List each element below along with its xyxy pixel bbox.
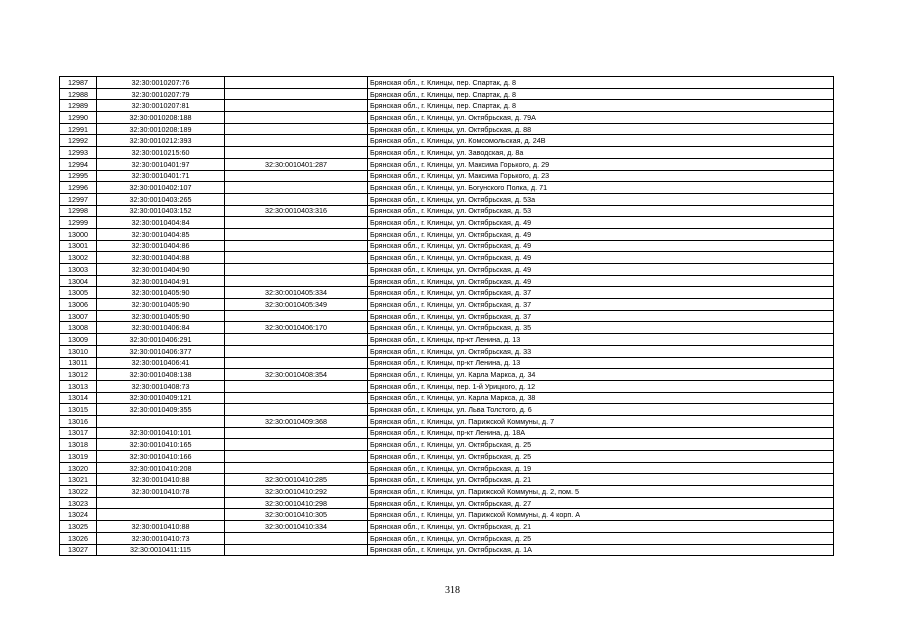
parent-cadastral-cell: 32:30:0010409:368: [225, 415, 368, 427]
table-row: [60, 88, 834, 100]
address-cell: Брянская обл., г. Клинцы, ул. Октябрьская, д. 37: [368, 310, 834, 322]
parent-cadastral-cell: [225, 252, 368, 264]
parent-cadastral-cell: [225, 112, 368, 124]
cadastral-number-cell: 32:30:0010409:355: [97, 404, 225, 416]
parent-cadastral-cell: [225, 427, 368, 439]
table-row: [60, 544, 834, 556]
parent-cadastral-cell: [225, 217, 368, 229]
table-row: [60, 264, 834, 276]
cadastral-number-cell: 32:30:0010406:84: [97, 322, 225, 334]
cadastral-number-cell: 32:30:0010410:88: [97, 521, 225, 533]
cadastral-number-cell: 32:30:0010208:189: [97, 123, 225, 135]
table-body: [60, 77, 834, 556]
cadastral-number-cell: [97, 509, 225, 521]
table-row: [60, 474, 834, 486]
parent-cadastral-cell: [225, 404, 368, 416]
parent-cadastral-cell: [225, 439, 368, 451]
table-row: [60, 135, 834, 147]
row-number-cell: 12993: [60, 147, 97, 159]
row-number-cell: 13019: [60, 451, 97, 463]
address-cell: Брянская обл., г. Клинцы, ул. Максима Горького, д. 29: [368, 158, 834, 170]
address-cell: Брянская обл., г. Клинцы, ул. Октябрьская, д. 19: [368, 462, 834, 474]
parent-cadastral-cell: 32:30:0010408:354: [225, 369, 368, 381]
row-number-cell: 13014: [60, 392, 97, 404]
table-row: [60, 439, 834, 451]
row-number-cell: 12992: [60, 135, 97, 147]
cadastral-number-cell: 32:30:0010405:90: [97, 287, 225, 299]
cadastral-number-cell: 32:30:0010402:107: [97, 182, 225, 194]
table-row: [60, 357, 834, 369]
row-number-cell: 12998: [60, 205, 97, 217]
address-cell: Брянская обл., г. Клинцы, ул. Льва Толстого, д. 6: [368, 404, 834, 416]
row-number-cell: 13001: [60, 240, 97, 252]
address-cell: Брянская обл., г. Клинцы, ул. Карла Маркса, д. 34: [368, 369, 834, 381]
table-row: [60, 217, 834, 229]
row-number-cell: 12990: [60, 112, 97, 124]
address-cell: Брянская обл., г. Клинцы, ул. Богунского Полка, д. 71: [368, 182, 834, 194]
row-number-cell: 13016: [60, 415, 97, 427]
address-cell: Брянская обл., г. Клинцы, ул. Октябрьская, д. 49: [368, 275, 834, 287]
row-number-cell: 13024: [60, 509, 97, 521]
table-row: [60, 205, 834, 217]
address-cell: Брянская обл., г. Клинцы, ул. Октябрьская, д. 25: [368, 532, 834, 544]
cadastral-number-cell: 32:30:0010207:79: [97, 88, 225, 100]
parent-cadastral-cell: 32:30:0010405:334: [225, 287, 368, 299]
cadastral-number-cell: [97, 497, 225, 509]
table-row: [60, 228, 834, 240]
address-cell: Брянская обл., г. Клинцы, ул. Октябрьская, д. 49: [368, 264, 834, 276]
row-number-cell: 13015: [60, 404, 97, 416]
cadastral-number-cell: 32:30:0010408:73: [97, 380, 225, 392]
row-number-cell: 13007: [60, 310, 97, 322]
address-cell: Брянская обл., г. Клинцы, ул. Октябрьская, д. 49: [368, 217, 834, 229]
address-cell: Брянская обл., г. Клинцы, ул. Октябрьская, д. 21: [368, 474, 834, 486]
table-row: [60, 158, 834, 170]
parent-cadastral-cell: [225, 123, 368, 135]
address-cell: Брянская обл., г. Клинцы, ул. Октябрьская, д. 35: [368, 322, 834, 334]
table-row: [60, 334, 834, 346]
table-row: [60, 521, 834, 533]
cadastral-number-cell: 32:30:0010215:60: [97, 147, 225, 159]
table-row: [60, 404, 834, 416]
cadastral-number-cell: 32:30:0010410:101: [97, 427, 225, 439]
parent-cadastral-cell: [225, 135, 368, 147]
address-cell: Брянская обл., г. Клинцы, ул. Октябрьская, д. 37: [368, 299, 834, 311]
table-row: [60, 77, 834, 89]
parent-cadastral-cell: [225, 334, 368, 346]
cadastral-number-cell: 32:30:0010404:91: [97, 275, 225, 287]
cadastral-number-cell: 32:30:0010406:377: [97, 345, 225, 357]
address-cell: Брянская обл., г. Клинцы, ул. Заводская, д. 8а: [368, 147, 834, 159]
table-row: [60, 100, 834, 112]
table-row: [60, 427, 834, 439]
row-number-cell: 13005: [60, 287, 97, 299]
row-number-cell: 13006: [60, 299, 97, 311]
address-cell: Брянская обл., г. Клинцы, ул. Парижской Коммуны, д. 4 корп. А: [368, 509, 834, 521]
address-cell: Брянская обл., г. Клинцы, ул. Октябрьская, д. 79А: [368, 112, 834, 124]
table-row: [60, 451, 834, 463]
table-row: [60, 392, 834, 404]
cadastral-number-cell: 32:30:0010404:86: [97, 240, 225, 252]
row-number-cell: 12989: [60, 100, 97, 112]
row-number-cell: 12994: [60, 158, 97, 170]
table-row: [60, 170, 834, 182]
table-row: [60, 532, 834, 544]
address-cell: Брянская обл., г. Клинцы, пер. Спартак, д. 8: [368, 100, 834, 112]
row-number-cell: 12999: [60, 217, 97, 229]
parent-cadastral-cell: [225, 532, 368, 544]
row-number-cell: 12995: [60, 170, 97, 182]
cadastral-number-cell: 32:30:0010403:152: [97, 205, 225, 217]
cadastral-number-cell: 32:30:0010208:188: [97, 112, 225, 124]
cadastral-number-cell: 32:30:0010404:90: [97, 264, 225, 276]
address-cell: Брянская обл., г. Клинцы, ул. Октябрьская, д. 53а: [368, 193, 834, 205]
address-cell: Брянская обл., г. Клинцы, пр-кт Ленина, д. 13: [368, 357, 834, 369]
row-number-cell: 13026: [60, 532, 97, 544]
address-cell: Брянская обл., г. Клинцы, ул. Октябрьская, д. 25: [368, 439, 834, 451]
parent-cadastral-cell: [225, 88, 368, 100]
table-row: [60, 369, 834, 381]
cadastral-number-cell: 32:30:0010404:85: [97, 228, 225, 240]
address-cell: Брянская обл., г. Клинцы, ул. Октябрьская, д. 49: [368, 240, 834, 252]
row-number-cell: 13022: [60, 486, 97, 498]
address-cell: Брянская обл., г. Клинцы, пер. Спартак, д. 8: [368, 77, 834, 89]
parent-cadastral-cell: [225, 193, 368, 205]
row-number-cell: 13012: [60, 369, 97, 381]
parent-cadastral-cell: [225, 240, 368, 252]
table-row: [60, 380, 834, 392]
registry-table: [59, 76, 834, 556]
parent-cadastral-cell: [225, 451, 368, 463]
address-cell: Брянская обл., г. Клинцы, ул. Октябрьская, д. 49: [368, 228, 834, 240]
parent-cadastral-cell: [225, 392, 368, 404]
cadastral-number-cell: 32:30:0010404:84: [97, 217, 225, 229]
parent-cadastral-cell: [225, 264, 368, 276]
parent-cadastral-cell: 32:30:0010410:285: [225, 474, 368, 486]
table-row: [60, 509, 834, 521]
address-cell: Брянская обл., г. Клинцы, ул. Октябрьская, д. 33: [368, 345, 834, 357]
cadastral-number-cell: 32:30:0010408:138: [97, 369, 225, 381]
parent-cadastral-cell: 32:30:0010410:292: [225, 486, 368, 498]
row-number-cell: 13009: [60, 334, 97, 346]
parent-cadastral-cell: [225, 275, 368, 287]
parent-cadastral-cell: [225, 100, 368, 112]
cadastral-number-cell: 32:30:0010410:166: [97, 451, 225, 463]
table-row: [60, 310, 834, 322]
table-row: [60, 112, 834, 124]
cadastral-number-cell: 32:30:0010409:121: [97, 392, 225, 404]
row-number-cell: 13010: [60, 345, 97, 357]
cadastral-number-cell: 32:30:0010405:90: [97, 310, 225, 322]
address-cell: Брянская обл., г. Клинцы, ул. Карла Маркса, д. 38: [368, 392, 834, 404]
cadastral-number-cell: 32:30:0010207:81: [97, 100, 225, 112]
cadastral-number-cell: 32:30:0010410:73: [97, 532, 225, 544]
parent-cadastral-cell: [225, 544, 368, 556]
address-cell: Брянская обл., г. Клинцы, ул. Парижской Коммуны, д. 2, пом. 5: [368, 486, 834, 498]
parent-cadastral-cell: [225, 462, 368, 474]
cadastral-number-cell: 32:30:0010410:208: [97, 462, 225, 474]
row-number-cell: 13021: [60, 474, 97, 486]
table-row: [60, 123, 834, 135]
parent-cadastral-cell: [225, 310, 368, 322]
row-number-cell: 13018: [60, 439, 97, 451]
cadastral-number-cell: 32:30:0010410:78: [97, 486, 225, 498]
cadastral-number-cell: 32:30:0010401:71: [97, 170, 225, 182]
parent-cadastral-cell: 32:30:0010406:170: [225, 322, 368, 334]
address-cell: Брянская обл., г. Клинцы, ул. Комсомольская, д. 24В: [368, 135, 834, 147]
address-cell: Брянская обл., г. Клинцы, ул. Октябрьская, д. 27: [368, 497, 834, 509]
cadastral-number-cell: 32:30:0010410:165: [97, 439, 225, 451]
cadastral-number-cell: 32:30:0010410:88: [97, 474, 225, 486]
parent-cadastral-cell: [225, 345, 368, 357]
cadastral-number-cell: 32:30:0010411:115: [97, 544, 225, 556]
cadastral-number-cell: 32:30:0010207:76: [97, 77, 225, 89]
row-number-cell: 13000: [60, 228, 97, 240]
table-row: [60, 275, 834, 287]
row-number-cell: 13008: [60, 322, 97, 334]
cadastral-number-cell: 32:30:0010406:41: [97, 357, 225, 369]
table-row: [60, 240, 834, 252]
parent-cadastral-cell: 32:30:0010410:334: [225, 521, 368, 533]
row-number-cell: 13011: [60, 357, 97, 369]
parent-cadastral-cell: 32:30:0010410:298: [225, 497, 368, 509]
cadastral-number-cell: 32:30:0010405:90: [97, 299, 225, 311]
row-number-cell: 13002: [60, 252, 97, 264]
row-number-cell: 13003: [60, 264, 97, 276]
table-row: [60, 182, 834, 194]
address-cell: Брянская обл., г. Клинцы, ул. Октябрьская, д. 37: [368, 287, 834, 299]
parent-cadastral-cell: [225, 228, 368, 240]
address-cell: Брянская обл., г. Клинцы, ул. Октябрьская, д. 88: [368, 123, 834, 135]
cadastral-number-cell: 32:30:0010401:97: [97, 158, 225, 170]
parent-cadastral-cell: 32:30:0010403:316: [225, 205, 368, 217]
address-cell: Брянская обл., г. Клинцы, ул. Октябрьская, д. 21: [368, 521, 834, 533]
table-row: [60, 486, 834, 498]
table-row: [60, 322, 834, 334]
cadastral-number-cell: [97, 415, 225, 427]
table-row: [60, 299, 834, 311]
parent-cadastral-cell: [225, 170, 368, 182]
address-cell: Брянская обл., г. Клинцы, ул. Октябрьская, д. 1А: [368, 544, 834, 556]
parent-cadastral-cell: [225, 380, 368, 392]
address-cell: Брянская обл., г. Клинцы, пр-кт Ленина, д. 13: [368, 334, 834, 346]
cadastral-number-cell: 32:30:0010212:393: [97, 135, 225, 147]
parent-cadastral-cell: 32:30:0010410:305: [225, 509, 368, 521]
row-number-cell: 13027: [60, 544, 97, 556]
row-number-cell: 13020: [60, 462, 97, 474]
row-number-cell: 13017: [60, 427, 97, 439]
address-cell: Брянская обл., г. Клинцы, пер. Спартак, д. 8: [368, 88, 834, 100]
row-number-cell: 12997: [60, 193, 97, 205]
cadastral-number-cell: 32:30:0010406:291: [97, 334, 225, 346]
row-number-cell: 12991: [60, 123, 97, 135]
address-cell: Брянская обл., г. Клинцы, ул. Октябрьская, д. 49: [368, 252, 834, 264]
parent-cadastral-cell: [225, 357, 368, 369]
table-row: [60, 252, 834, 264]
address-cell: Брянская обл., г. Клинцы, ул. Парижской Коммуны, д. 7: [368, 415, 834, 427]
parent-cadastral-cell: 32:30:0010405:349: [225, 299, 368, 311]
table-row: [60, 287, 834, 299]
row-number-cell: 13004: [60, 275, 97, 287]
table-row: [60, 147, 834, 159]
row-number-cell: 13025: [60, 521, 97, 533]
row-number-cell: 13023: [60, 497, 97, 509]
table-row: [60, 462, 834, 474]
table-row: [60, 193, 834, 205]
parent-cadastral-cell: [225, 147, 368, 159]
table-row: [60, 415, 834, 427]
row-number-cell: 12987: [60, 77, 97, 89]
address-cell: Брянская обл., г. Клинцы, пер. 1-й Урицкого, д. 12: [368, 380, 834, 392]
cadastral-number-cell: 32:30:0010404:88: [97, 252, 225, 264]
parent-cadastral-cell: 32:30:0010401:287: [225, 158, 368, 170]
row-number-cell: 13013: [60, 380, 97, 392]
parent-cadastral-cell: [225, 77, 368, 89]
cadastral-number-cell: 32:30:0010403:265: [97, 193, 225, 205]
address-cell: Брянская обл., г. Клинцы, пр-кт Ленина, д. 18А: [368, 427, 834, 439]
row-number-cell: 12988: [60, 88, 97, 100]
parent-cadastral-cell: [225, 182, 368, 194]
row-number-cell: 12996: [60, 182, 97, 194]
page-number: 318: [445, 585, 460, 596]
address-cell: Брянская обл., г. Клинцы, ул. Максима Горького, д. 23: [368, 170, 834, 182]
table-row: [60, 345, 834, 357]
address-cell: Брянская обл., г. Клинцы, ул. Октябрьская, д. 25: [368, 451, 834, 463]
address-cell: Брянская обл., г. Клинцы, ул. Октябрьская, д. 53: [368, 205, 834, 217]
table-row: [60, 497, 834, 509]
